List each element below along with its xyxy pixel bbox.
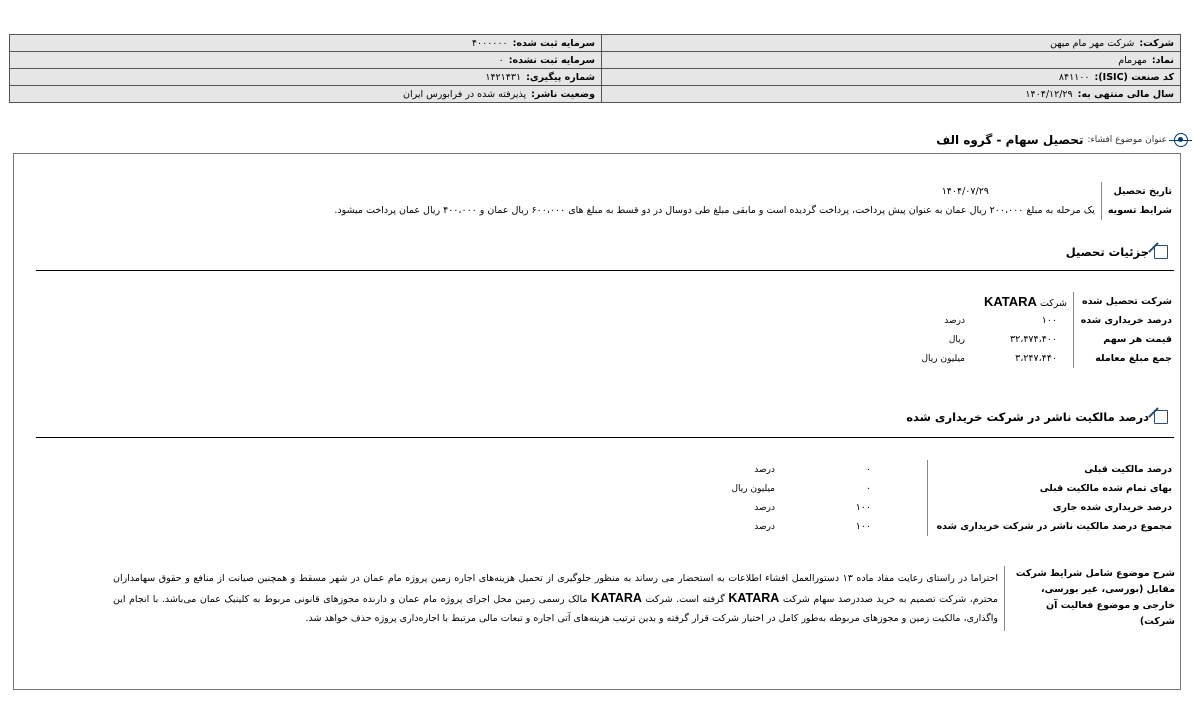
ownership-row <box>732 479 1172 498</box>
settlement-terms-row <box>334 201 1172 220</box>
description-label: شرح موضوع شامل شرایط شرکت مقابل (بورسی، غیر بورسی، خارجی و موضوع فعالیت آن شرکت) <box>1005 566 1181 631</box>
company-info-table <box>9 34 1181 103</box>
description-company-name: KATARA <box>728 591 780 606</box>
fiscal-year-value: ۱۴۰۴/۱۲/۲۹ <box>1025 88 1073 100</box>
company-cell <box>602 35 1181 52</box>
details-row <box>922 311 1172 330</box>
acquired-company-value <box>922 292 1074 311</box>
target-icon <box>1174 133 1188 147</box>
company-info-row <box>10 86 1181 103</box>
ownership-row-unit: درصد <box>754 464 775 475</box>
company-info-row <box>10 69 1181 86</box>
description-table <box>113 566 1180 631</box>
details-row-label: درصد خریداری شده <box>1074 311 1173 330</box>
unregistered-capital-value: ۰ <box>498 54 504 66</box>
company-info-row <box>10 52 1181 69</box>
disclosure-content <box>13 153 1181 690</box>
edit-icon <box>1154 410 1168 424</box>
acquisition-date-row <box>334 182 1172 201</box>
acquired-company-label: شرکت تحصیل شده <box>1074 292 1173 311</box>
publisher-status-cell <box>10 86 602 103</box>
symbol-label: نماد: <box>1151 54 1174 66</box>
ownership-row-label: درصد مالکیت قبلی <box>928 460 1173 479</box>
symbol-value: مهرمام <box>1118 54 1147 66</box>
subject-title: تحصیل سهام - گروه الف <box>936 133 1084 147</box>
details-row-unit: میلیون ریال <box>921 353 965 364</box>
ownership-row-unit: درصد <box>754 502 775 513</box>
description-part: مالک رسمی زمین محل اجرای پروژه مام عمان و دارنده مجوزهای قانونی مربوط به کلینیک عمان می‌باشد. با انجام این واگذاری، مالکیت زمین و مجوزهای مربوطه به‌طور کامل در اختیار شرکت قرار گرفته و بدین ترتیب هزینه‌های آتی اجاره و تبعات مالی مرتبط با اجاره‌داری پروژه حذف خواهد شد. <box>113 594 998 624</box>
isic-cell <box>602 69 1181 86</box>
ownership-row-value: ۱۰۰ <box>855 502 871 513</box>
details-row-value: ۳۲،۴۷۴،۴۰۰ <box>1010 334 1057 345</box>
ownership-row-value: ۰ <box>865 464 871 475</box>
details-row-unit: ریال <box>948 334 965 345</box>
ownership-title-text: درصد مالکیت ناشر در شرکت خریداری شده <box>906 410 1149 424</box>
ownership-row-value: ۱۰۰ <box>855 521 871 532</box>
ownership-row-label: مجموع درصد مالکیت ناشر در شرکت خریداری شده <box>928 517 1173 536</box>
fiscal-year-label: سال مالی منتهی به: <box>1077 88 1174 100</box>
ownership-row <box>732 498 1172 517</box>
ownership-row-label: بهای تمام شده مالکیت قبلی <box>928 479 1173 498</box>
registered-capital-label: سرمایه ثبت شده: <box>512 37 595 49</box>
details-row-value: ۱۰۰ <box>1041 315 1057 326</box>
details-title-text: جزئیات تحصیل <box>1065 245 1149 259</box>
symbol-cell <box>602 52 1181 69</box>
section-divider <box>36 437 1174 438</box>
ownership-section-title <box>906 408 1168 426</box>
ownership-row-value: ۰ <box>865 483 871 494</box>
isic-value: ۸۴۱۱۰۰ <box>1058 71 1090 83</box>
unregistered-capital-label: سرمایه ثبت نشده: <box>508 54 595 66</box>
details-row <box>922 349 1172 368</box>
settlement-terms-value: یک مرحله به مبلغ ۲۰۰،۰۰۰ ریال عمان به عنوان پیش پرداخت، پرداخت گردیده است و مابقی مبلغ طی دوسال در دو قسط به مبلغ های ۶۰۰،۰۰۰ ریال عمان و ۴۰۰،۰۰۰ ریال عمان پرداخت میشود. <box>334 205 1095 216</box>
description-text <box>113 566 1005 631</box>
details-row-label: قیمت هر سهم <box>1074 330 1173 349</box>
acquired-company-prefix: شرکت <box>1039 298 1067 309</box>
ownership-table <box>731 460 1172 536</box>
tracking-number-value: ۱۴۲۱۴۳۱ <box>485 71 522 83</box>
acquisition-date-value: ۱۴۰۴/۰۷/۲۹ <box>941 186 989 197</box>
ownership-row <box>732 517 1172 536</box>
settlement-terms-label: شرایط تسویه <box>1101 201 1172 220</box>
details-row <box>922 330 1172 349</box>
acquisition-date-label: تاریخ تحصیل <box>1101 182 1172 201</box>
acquisition-info <box>334 182 1172 220</box>
disclosure-subject <box>936 131 1188 149</box>
unregistered-capital-cell <box>10 52 602 69</box>
acquired-company-name: KATARA <box>983 294 1037 309</box>
details-table <box>922 292 1172 368</box>
details-row-unit: درصد <box>944 315 965 326</box>
fiscal-year-cell <box>602 86 1181 103</box>
isic-label: کد صنعت (ISIC): <box>1094 71 1174 83</box>
ownership-row-label: درصد خریداری شده جاری <box>928 498 1173 517</box>
registered-capital-cell <box>10 35 602 52</box>
subject-prefix: عنوان موضوع افشاء: <box>1087 135 1167 145</box>
description-row <box>113 566 1180 631</box>
edit-icon <box>1154 245 1168 259</box>
details-section-title <box>1066 243 1168 261</box>
acquired-company-row <box>922 292 1172 311</box>
company-label: شرکت: <box>1139 37 1174 49</box>
section-divider <box>36 270 1174 271</box>
company-value: شرکت مهر مام میهن <box>1050 37 1135 49</box>
details-row-value: ۳،۲۴۷،۴۴۰ <box>1015 353 1057 364</box>
description-part: گرفته است. شرکت <box>645 594 725 606</box>
ownership-row-unit: درصد <box>754 521 775 532</box>
company-info-row <box>10 35 1181 52</box>
registered-capital-value: ۴۰۰۰۰۰۰ <box>471 37 508 49</box>
details-row-label: جمع مبلغ معامله <box>1074 349 1173 368</box>
ownership-row-unit: میلیون ریال <box>731 483 775 494</box>
publisher-status-value: پذیرفته شده در فرابورس ایران <box>402 88 527 100</box>
tracking-number-label: شماره پیگیری: <box>526 71 595 83</box>
publisher-status-label: وضعیت ناشر: <box>531 88 595 100</box>
description-company-name: KATARA <box>591 591 642 606</box>
ownership-row <box>732 460 1172 479</box>
tracking-number-cell <box>10 69 602 86</box>
description-part: احتراما در راستای رعایت مفاد ماده ۱۳ دستورالعمل افشاء اطلاعات به استحضار می رساند به منظور جلوگیری از تحمیل هزینه‌های اجاره زمین پروژه مام عمان در شهر مسقط و همچنین صیانت از منافع و حقوق سهامداران محترم، شرکت تصمیم به خرید صددرصد سهام شرکت <box>113 572 998 606</box>
